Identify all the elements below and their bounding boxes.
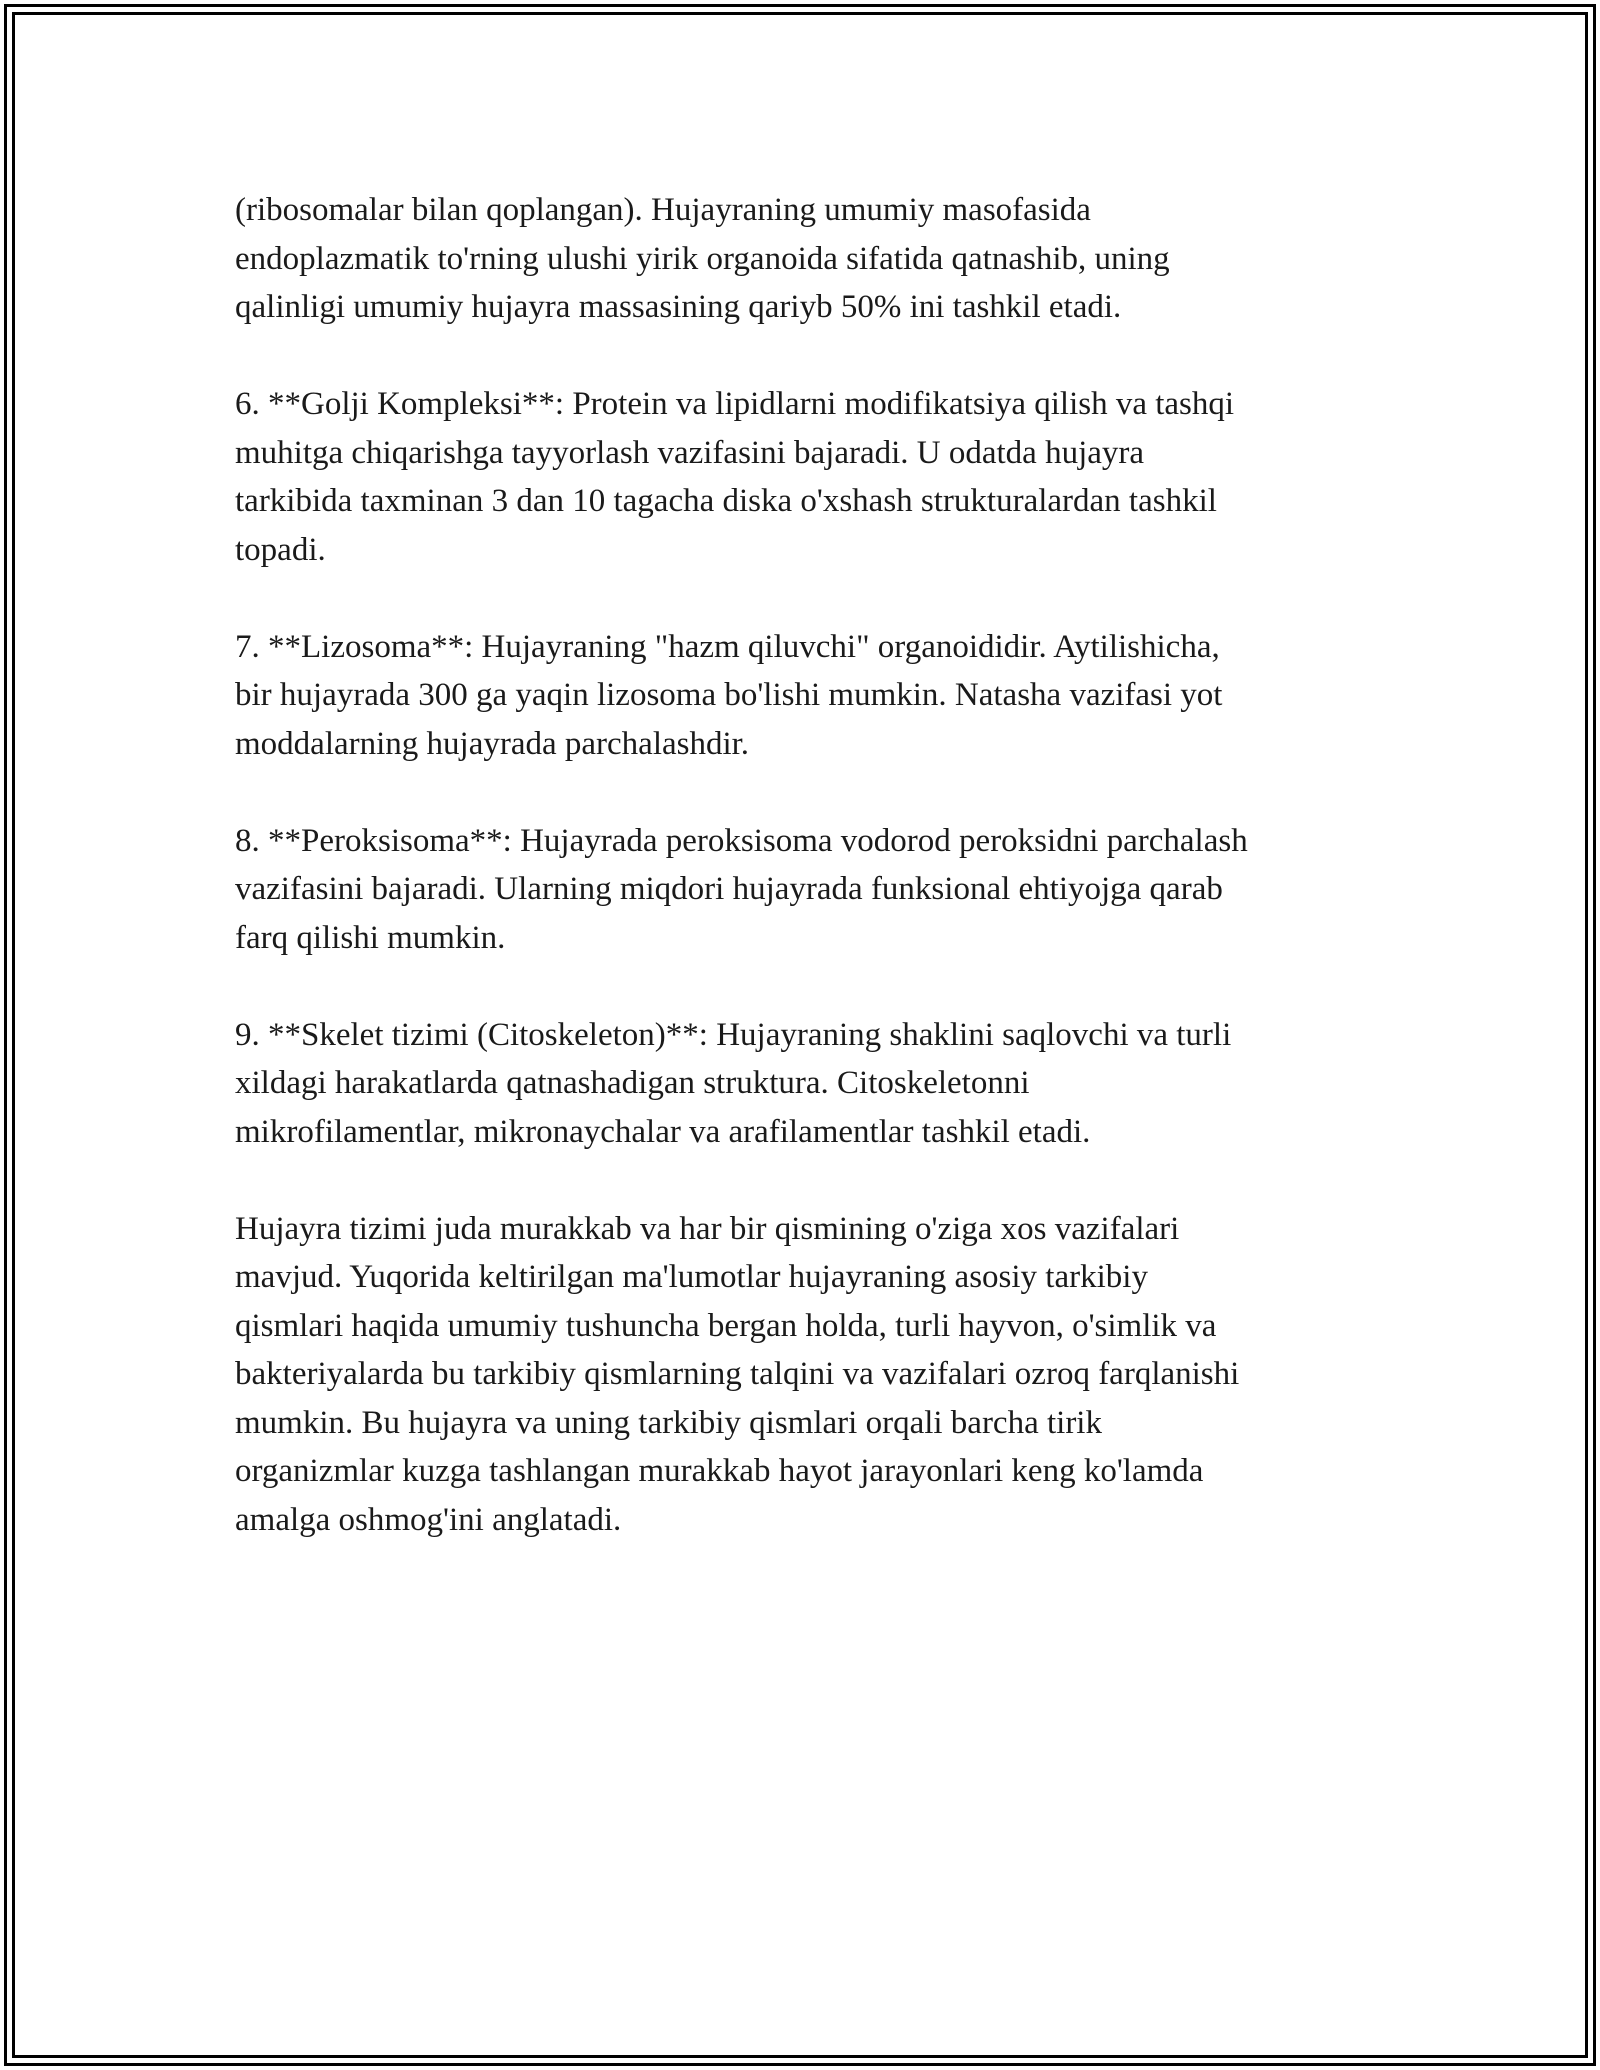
paragraph-cytoskeleton: 9. **Skelet tizimi (Citoskeleton)**: Hujayraning shaklini saqlovchi va turli xildagi harakatlarda qatnashadigan struktura. Citoskeletonni mikrofilamentlar, mikronaychalar va arafilamentlar tashkil etadi. — [235, 1016, 1232, 1150]
paragraph-peroxisome: 8. **Peroksisoma**: Hujayrada peroksisoma vodorod peroksidni parchalash vazifasini bajaradi. Ularning miqdori hujayrada funksional ehtiyojga qarab farq qilishi mumkin. — [235, 822, 1248, 956]
paragraph-conclusion: Hujayra tizimi juda murakkab va har bir qismining o'ziga xos vazifalari mavjud. Yuqorida keltirilgan ma'lumotlar hujayraning asosiy tarkibiy qismlari haqida umumiy tushuncha bergan holda, turli hayvon, o'simlik va bakteriyalarda bu tarkibiy qismlarning talqini va vazifalari ozroq farqlanishi mumkin. Bu hujayra va uning tarkibiy qismlari orqali barcha tirik organizmlar kuzga tashlangan murakkab hayot jarayonlari keng ko'lamda amalga oshmog'ini anglatadi. — [235, 1210, 1240, 1538]
paragraph-golgi-complex: 6. **Golji Kompleksi**: Protein va lipidlarni modifikatsiya qilish va tashqi muhitga chiqarishga tayyorlash vazifasini bajaradi. U odatda hujayra tarkibida taxminan 3 dan 10 tagacha diska o'xshash strukturalardan tashkil topadi. — [235, 386, 1235, 568]
document-body — [235, 186, 1375, 1593]
paragraph-endoplasmic-reticulum-continuation: (ribosomalar bilan qoplangan). Hujayraning umumiy masofasida endoplazmatik to'rning ulushi yirik organoida sifatida qatnashib, uning qalinligi umumiy hujayra massasining qariyb 50% ini tashkil etadi. — [235, 192, 1170, 325]
paragraph-lysosome: 7. **Lizosoma**: Hujayraning "hazm qiluvchi" organoididir. Aytilishicha, bir hujayrada 300 ga yaqin lizosoma bo'lishi mumkin. Natasha vazifasi yot moddalarning hujayrada parchalashdir. — [235, 628, 1223, 762]
